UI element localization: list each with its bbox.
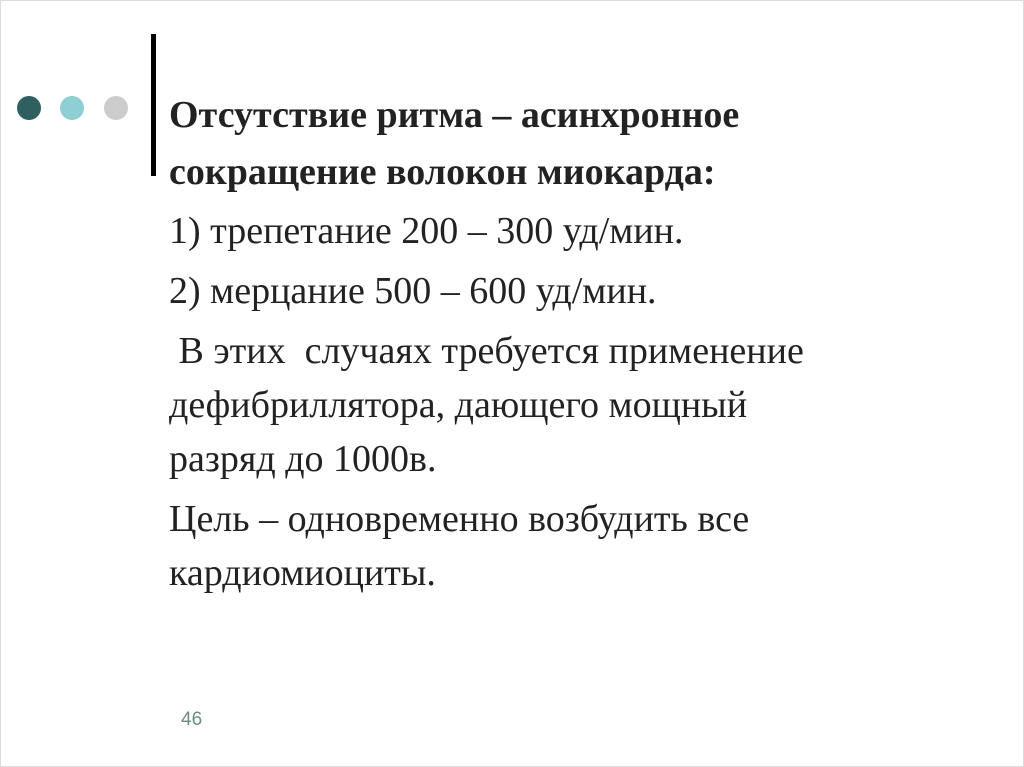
paragraph-line-2: дефибриллятора, дающего мощный — [169, 384, 748, 426]
goal-line-2: кардиомиоциты. — [169, 552, 436, 594]
decorative-dot-dark-icon — [17, 96, 41, 120]
slide-heading — [169, 87, 989, 201]
decorative-dot-gray-icon — [104, 96, 128, 120]
goal-paragraph — [169, 492, 989, 600]
goal-line-1: Цель – одновременно возбудить все — [169, 498, 750, 540]
heading-line-1: Отсутствие ритма – асинхронное — [169, 94, 740, 136]
slide-content — [169, 87, 989, 600]
defibrillator-paragraph — [169, 324, 989, 486]
heading-line-2: сокращение волокон миокарда: — [169, 151, 716, 193]
decorative-vertical-bar — [151, 34, 156, 176]
page-number: 46 — [181, 709, 203, 730]
list-item-fibrillation: 2) мерцание 500 – 600 уд/мин. — [169, 270, 657, 312]
paragraph-line-3: разряд до 1000в. — [169, 438, 437, 480]
list-item-flutter: 1) трепетание 200 – 300 уд/мин. — [169, 210, 684, 252]
decorative-dot-teal-icon — [60, 96, 84, 120]
paragraph-line-1: В этих случаях требуется применение — [169, 330, 804, 372]
